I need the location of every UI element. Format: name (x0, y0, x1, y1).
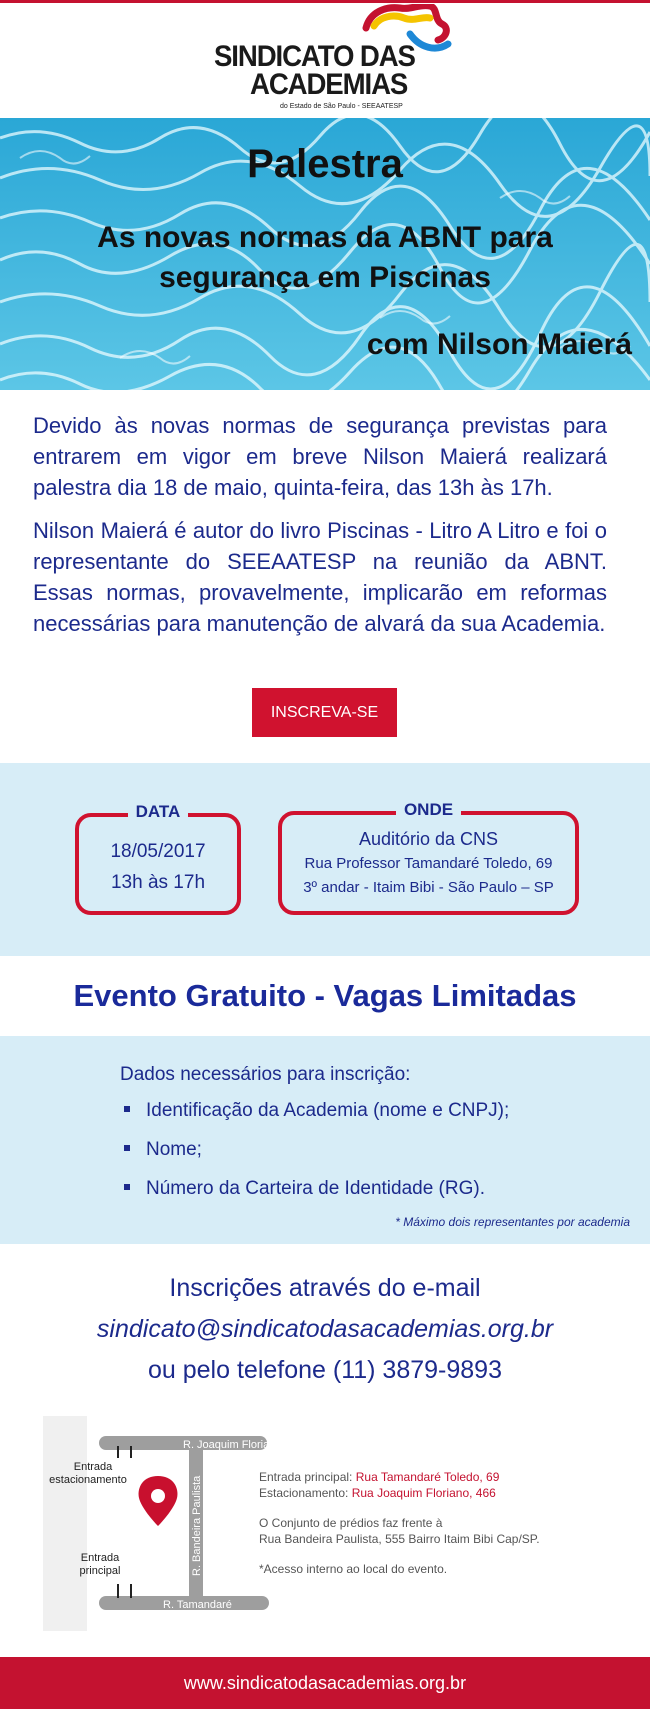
venue-address-1: Rua Professor Tamandaré Toledo, 69 (304, 855, 553, 872)
street-bottom-label: R. Tamandaré (163, 1599, 232, 1611)
requirements-list (120, 1098, 509, 1215)
main-entrance-address: Rua Tamandaré Toledo, 69 (355, 1470, 500, 1484)
requirement-text: Número da Carteira de Identidade (RG). (146, 1178, 485, 1199)
footer-website-link[interactable]: www.sindicatodasacademias.org.br (0, 1657, 650, 1709)
bullet-square-icon (124, 1145, 130, 1151)
venue-address-2: 3º andar - Itaim Bibi - São Paulo – SP (303, 879, 554, 896)
parking-entrance-label-1: Entrada (73, 1461, 113, 1473)
list-item (120, 1098, 509, 1137)
contact-block (0, 1268, 650, 1391)
intro-paragraph-1: Devido às novas normas de segurança previstas para entrarem em vigor em breve Nilson Maierá realizará palestra dia 18 de maio, quinta-feira, das 13h às 17h. (33, 413, 607, 500)
contact-line-1: Inscrições através do e-mail (169, 1274, 481, 1302)
banner-subtitle-line2: segurança em Piscinas (159, 261, 491, 294)
parking-entrance-label-2: estacionamento (49, 1474, 127, 1486)
where-box (278, 800, 579, 915)
logo-text-line1: SINDICATO DAS (214, 40, 415, 73)
requirement-text: Identificação da Academia (nome e CNPJ); (146, 1100, 510, 1121)
banner-subtitle-line1: As novas normas da ABNT para (97, 221, 553, 254)
street-side-label: R. Bandeira Paulista (191, 1475, 203, 1576)
date-box (75, 802, 241, 915)
requirement-text: Nome; (146, 1139, 202, 1160)
top-accent-line (0, 0, 650, 3)
sindicato-logo[interactable] (210, 6, 450, 116)
where-box-label: ONDE (396, 800, 461, 819)
bullet-square-icon (124, 1184, 130, 1190)
banner-title: Palestra (247, 142, 403, 186)
pool-banner (0, 118, 650, 390)
access-note: *Acesso interno ao local do evento. (259, 1562, 448, 1576)
list-item (120, 1176, 509, 1215)
requirements-heading: Dados necessários para inscrição: (120, 1064, 411, 1085)
bullet-square-icon (124, 1106, 130, 1112)
parking-address: Rua Joaquim Floriano, 466 (351, 1486, 496, 1500)
complex-note-1: O Conjunto de prédios faz frente à (259, 1516, 443, 1530)
subscribe-button[interactable]: INSCREVA-SE (252, 688, 397, 737)
street-top-label: R. Joaquim Floriano (183, 1439, 282, 1451)
date-box-label: DATA (128, 802, 189, 821)
free-event-heading: Evento Gratuito - Vagas Limitadas (73, 978, 577, 1013)
intro-paragraph-2: Nilson Maierá é autor do livro Piscinas - Litro A Litro e foi o representante do SEEAATESP na reunião da ABNT. Essas normas, provavelmente, implicarão em reformas necessárias para manutenção de alvará da sua Academia. (33, 518, 607, 636)
banner-subtitle (0, 218, 650, 298)
event-time: 13h às 17h (110, 872, 206, 893)
map-legend (259, 1469, 540, 1577)
requirements-band (0, 1036, 650, 1244)
intro-text (33, 410, 607, 651)
list-item (120, 1137, 509, 1176)
logo-text-line2: ACADEMIAS (250, 68, 408, 101)
main-entrance-label-1: Entrada (80, 1552, 120, 1564)
contact-email-link[interactable]: sindicato@sindicatodasacademias.org.br (96, 1315, 554, 1343)
logo-tagline: do Estado de São Paulo - SEEAATESP (280, 103, 403, 110)
banner-speaker: com Nilson Maierá (366, 328, 632, 361)
main-entrance-label-2: principal (79, 1565, 121, 1577)
venue-name: Auditório da CNS (358, 829, 499, 849)
main-entrance-key: Entrada principal: (259, 1470, 356, 1484)
event-date: 18/05/2017 (110, 841, 206, 862)
complex-note-2: Rua Bandeira Paulista, 555 Bairro Itaim Bibi Cap/SP. (259, 1532, 540, 1546)
parking-key: Estacionamento: (259, 1486, 352, 1500)
event-info-band (0, 763, 650, 956)
representatives-note: * Máximo dois representantes por academia (395, 1215, 630, 1229)
contact-phone: ou pelo telefone (11) 3879-9893 (148, 1356, 502, 1384)
